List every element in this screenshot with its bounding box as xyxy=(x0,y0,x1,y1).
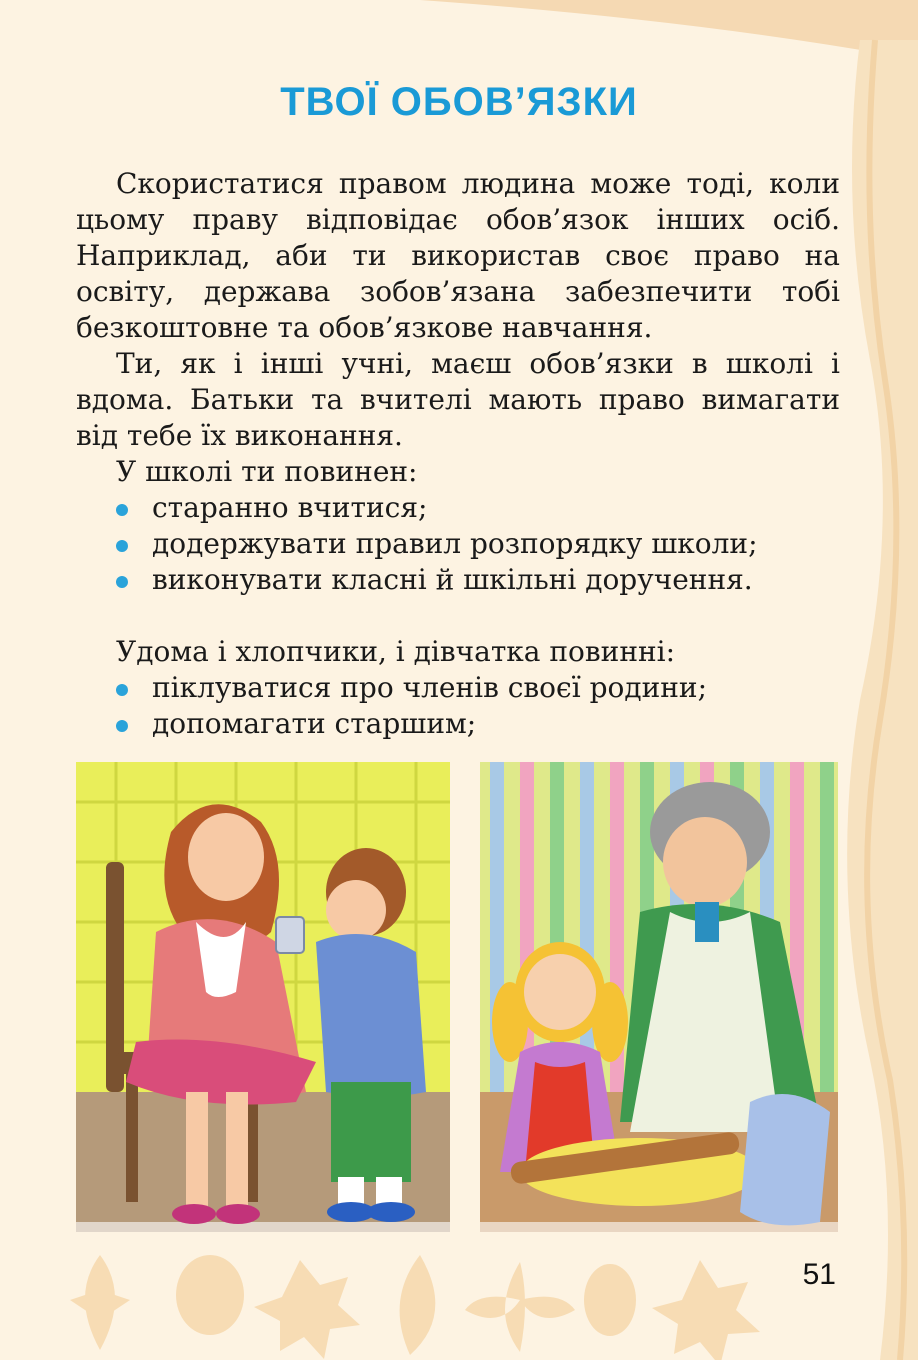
bullet-icon xyxy=(116,576,128,588)
bullet-icon xyxy=(116,684,128,696)
home-duties-list xyxy=(76,670,840,742)
page-title: ТВОЇ ОБОВ’ЯЗКИ xyxy=(280,80,638,124)
page-number: 51 xyxy=(802,1258,836,1291)
paragraph-2: Ти, як і інші учні, маєш обов’язки в школі і вдома. Батьки та вчителі мають право вимагати від тебе їх виконання. xyxy=(76,347,840,452)
list-item-text: піклуватися про членів своєї родини; xyxy=(152,671,708,704)
illustration-grandmother-and-girl xyxy=(480,762,838,1232)
cup-icon xyxy=(276,917,304,953)
leaf-icon xyxy=(584,1264,636,1336)
list-item xyxy=(116,562,840,598)
leaf-icon xyxy=(176,1255,244,1335)
school-duties-list xyxy=(76,490,840,598)
home-duties-intro: Удома і хлопчики, і дівчатка повинні: xyxy=(116,635,676,668)
list-item xyxy=(116,490,840,526)
illustration-mother-and-son xyxy=(76,762,450,1232)
list-item-text: виконувати класні й шкільні доручення. xyxy=(152,563,753,596)
list-item xyxy=(116,670,840,706)
bullet-icon xyxy=(116,504,128,516)
school-duties-intro: У школі ти повинен: xyxy=(116,455,418,488)
list-item-text: старанно вчитися; xyxy=(152,491,428,524)
list-item-text: допомагати старшим; xyxy=(152,707,477,740)
bullet-icon xyxy=(116,540,128,552)
main-text xyxy=(76,166,840,742)
bullet-icon xyxy=(116,720,128,732)
list-item xyxy=(116,706,840,742)
list-item xyxy=(116,526,840,562)
paragraph-1: Скористатися правом людина може тоді, коли цьому праву відповідає обов’язок інших осіб. Наприклад, аби ти використав своє право на освіту, держава зобов’язана забезпечити тобі безкоштовне та обов’язкове навчання. xyxy=(76,167,840,344)
flour-bag-icon xyxy=(740,1094,830,1225)
list-item-text: додержувати правил розпорядку школи; xyxy=(152,527,758,560)
